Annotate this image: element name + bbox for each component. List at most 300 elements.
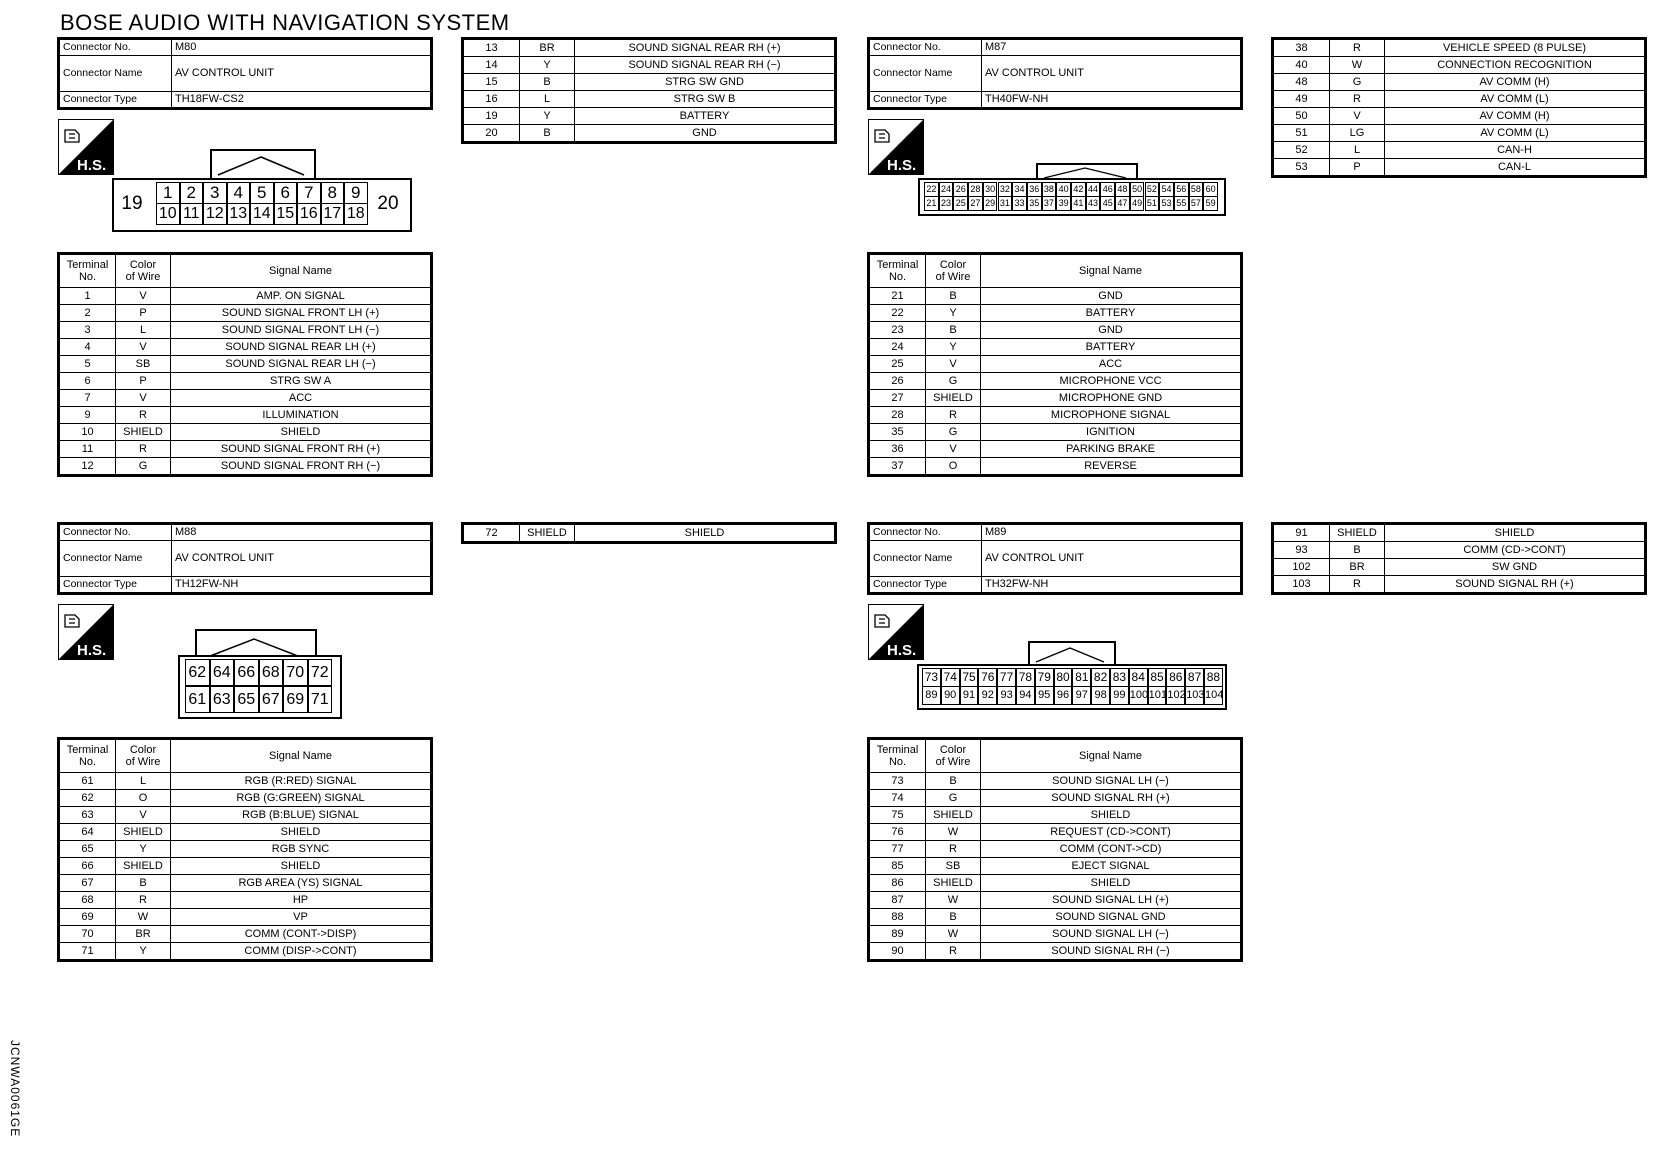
signal-name-cell: ACC xyxy=(981,356,1242,373)
table-row xyxy=(59,441,432,458)
table-header xyxy=(59,739,432,773)
terminal-no-cell: 53 xyxy=(1273,159,1330,177)
signal-name-cell: CONNECTION RECOGNITION xyxy=(1385,57,1646,74)
terminal-no-cell: 89 xyxy=(869,926,926,943)
table-row xyxy=(869,458,1242,476)
signal-table-m80 xyxy=(57,252,433,477)
connector-pin: 102 xyxy=(1166,686,1185,705)
table-header xyxy=(59,254,432,288)
connector-pin: 82 xyxy=(1091,668,1110,687)
terminal-no-cell: 36 xyxy=(869,441,926,458)
terminal-no-cell: 19 xyxy=(463,108,520,125)
terminal-no-cell: 88 xyxy=(869,909,926,926)
signal-name-cell: SOUND SIGNAL LH (−) xyxy=(981,926,1242,943)
connector-pin: 31 xyxy=(998,196,1013,211)
wire-color-cell: P xyxy=(116,373,171,390)
signal-name-cell: SOUND SIGNAL LH (−) xyxy=(981,773,1242,790)
terminal-no-cell: 70 xyxy=(59,926,116,943)
signal-name-cell: BATTERY xyxy=(575,108,836,125)
terminal-no-cell: 4 xyxy=(59,339,116,356)
connector-pin: 68 xyxy=(259,659,284,686)
terminal-no-cell: 38 xyxy=(1273,39,1330,57)
signal-name-cell: GND xyxy=(575,125,836,143)
connector-pin: 8 xyxy=(321,182,345,204)
wire-color-cell: W xyxy=(926,926,981,943)
signal-name-cell: PARKING BRAKE xyxy=(981,441,1242,458)
terminal-no-cell: 9 xyxy=(59,407,116,424)
signal-name-cell: SOUND SIGNAL RH (−) xyxy=(981,943,1242,961)
table-row xyxy=(869,773,1242,790)
terminal-no-cell: 12 xyxy=(59,458,116,476)
connector-pin: 104 xyxy=(1204,686,1223,705)
wire-color-cell: R xyxy=(926,407,981,424)
header-text: of Wire xyxy=(935,756,971,768)
terminal-no-header xyxy=(59,739,116,773)
table-row xyxy=(869,339,1242,356)
connector-name-label: Connector Name xyxy=(869,56,982,92)
signal-name-cell: RGB AREA (YS) SIGNAL xyxy=(171,875,432,892)
connector-pin: 95 xyxy=(1035,686,1054,705)
terminal-no-cell: 21 xyxy=(869,288,926,305)
signal-name-cell: CAN-H xyxy=(1385,142,1646,159)
terminal-no-cell: 68 xyxy=(59,892,116,909)
table-row xyxy=(869,841,1242,858)
signal-name-cell: STRG SW B xyxy=(575,91,836,108)
signal-name-cell: BATTERY xyxy=(981,305,1242,322)
connector-pin: 77 xyxy=(997,668,1016,687)
connector-pin: 89 xyxy=(922,686,941,705)
connector-no-label: Connector No. xyxy=(869,39,982,56)
terminal-no-cell: 23 xyxy=(869,322,926,339)
connector-pin: 100 xyxy=(1129,686,1148,705)
terminal-no-cell: 48 xyxy=(1273,74,1330,91)
color-of-wire-header xyxy=(926,254,981,288)
signal-table-m89-continued xyxy=(1271,522,1647,595)
terminal-no-header xyxy=(869,739,926,773)
connector-pin: 72 xyxy=(308,659,333,686)
signal-table-m88-continued xyxy=(461,522,837,544)
connector-pin: 55 xyxy=(1174,196,1189,211)
hs-harness-side-icon xyxy=(58,604,114,660)
header-text: Color xyxy=(939,258,967,271)
connector-type-label: Connector Type xyxy=(59,577,172,594)
table-row xyxy=(1273,524,1646,542)
connector-pin: 40 xyxy=(1056,182,1071,197)
connector-info-m89 xyxy=(867,522,1243,595)
signal-name-cell: BATTERY xyxy=(981,339,1242,356)
connector-face-m80 xyxy=(112,178,412,232)
connector-pin: 21 xyxy=(924,196,939,211)
terminal-no-cell: 51 xyxy=(1273,125,1330,142)
terminal-no-cell: 26 xyxy=(869,373,926,390)
header-text: of Wire xyxy=(125,271,161,283)
table-row xyxy=(59,790,432,807)
connector-type-value: TH12FW-NH xyxy=(172,577,432,594)
wire-color-cell: BR xyxy=(116,926,171,943)
connector-pin: 24 xyxy=(939,182,954,197)
signal-name-cell: MICROPHONE GND xyxy=(981,390,1242,407)
table-row xyxy=(59,356,432,373)
connector-pin: 103 xyxy=(1185,686,1204,705)
terminal-no-cell: 1 xyxy=(59,288,116,305)
table-row xyxy=(59,824,432,841)
signal-name-cell: SHIELD xyxy=(171,824,432,841)
signal-name-cell: RGB SYNC xyxy=(171,841,432,858)
wire-color-cell: B xyxy=(520,125,575,143)
wire-color-cell: G xyxy=(926,424,981,441)
table-row xyxy=(1273,57,1646,74)
signal-table-m87-continued xyxy=(1271,37,1647,178)
connector-pin: 41 xyxy=(1071,196,1086,211)
connector-pin: 22 xyxy=(924,182,939,197)
connector-pin: 27 xyxy=(968,196,983,211)
color-of-wire-header xyxy=(116,739,171,773)
table-header xyxy=(869,739,1242,773)
table-row xyxy=(59,373,432,390)
signal-name-cell: SOUND SIGNAL RH (+) xyxy=(1385,576,1646,594)
table-row xyxy=(869,373,1242,390)
connector-pin: 80 xyxy=(1054,668,1073,687)
table-row xyxy=(1273,559,1646,576)
table-row xyxy=(1273,142,1646,159)
signal-table-m87 xyxy=(867,252,1243,477)
wire-color-cell: Y xyxy=(116,943,171,961)
wire-color-cell: L xyxy=(116,773,171,790)
wire-color-cell: R xyxy=(1330,91,1385,108)
wire-color-cell: SB xyxy=(116,356,171,373)
wire-color-cell: L xyxy=(520,91,575,108)
connector-pin: 54 xyxy=(1159,182,1174,197)
wire-color-cell: R xyxy=(926,943,981,961)
wire-color-cell: B xyxy=(926,773,981,790)
connector-pin: 99 xyxy=(1110,686,1129,705)
connector-pin: 34 xyxy=(1012,182,1027,197)
signal-name-cell: AV COMM (L) xyxy=(1385,125,1646,142)
table-row xyxy=(463,74,836,91)
connector-pin: 42 xyxy=(1071,182,1086,197)
wire-color-cell: W xyxy=(116,909,171,926)
connector-pin: 92 xyxy=(978,686,997,705)
terminal-no-cell: 103 xyxy=(1273,576,1330,594)
connector-pin: 94 xyxy=(1016,686,1035,705)
terminal-no-cell: 16 xyxy=(463,91,520,108)
connector-pin: 44 xyxy=(1086,182,1101,197)
terminal-no-cell: 50 xyxy=(1273,108,1330,125)
header-text: Color xyxy=(129,258,157,271)
wire-color-cell: B xyxy=(926,288,981,305)
terminal-no-cell: 86 xyxy=(869,875,926,892)
signal-name-cell: GND xyxy=(981,288,1242,305)
signal-name-cell: SHIELD xyxy=(981,807,1242,824)
connector-latch xyxy=(1028,641,1116,665)
terminal-no-cell: 87 xyxy=(869,892,926,909)
table-row xyxy=(1273,108,1646,125)
signal-name-cell: SOUND SIGNAL LH (+) xyxy=(981,892,1242,909)
terminal-no-cell: 5 xyxy=(59,356,116,373)
signal-table-m89 xyxy=(867,737,1243,962)
table-row xyxy=(59,424,432,441)
wire-color-cell: B xyxy=(926,322,981,339)
connector-pin: 83 xyxy=(1110,668,1129,687)
table-row xyxy=(869,892,1242,909)
connector-pin: 1 xyxy=(156,182,180,204)
connector-pin: 33 xyxy=(1012,196,1027,211)
connector-name-value: AV CONTROL UNIT xyxy=(982,56,1242,92)
signal-name-cell: AMP. ON SIGNAL xyxy=(171,288,432,305)
wire-color-cell: G xyxy=(116,458,171,476)
wire-color-cell: Y xyxy=(520,57,575,74)
connector-pin: 61 xyxy=(185,686,210,713)
connector-pin: 73 xyxy=(922,668,941,687)
wire-color-cell: SHIELD xyxy=(926,807,981,824)
connector-pin: 20 xyxy=(377,193,399,214)
connector-type-label: Connector Type xyxy=(869,92,982,109)
wire-color-cell: SHIELD xyxy=(116,424,171,441)
terminal-no-cell: 49 xyxy=(1273,91,1330,108)
connector-pin: 26 xyxy=(953,182,968,197)
connector-pin: 69 xyxy=(283,686,308,713)
terminal-no-cell: 63 xyxy=(59,807,116,824)
signal-name-header: Signal Name xyxy=(981,254,1242,288)
connector-pin: 66 xyxy=(234,659,259,686)
wire-color-cell: V xyxy=(116,807,171,824)
table-row xyxy=(869,943,1242,961)
signal-name-cell: COMM (DISP->CONT) xyxy=(171,943,432,961)
table-row xyxy=(1273,542,1646,559)
signal-name-header: Signal Name xyxy=(981,739,1242,773)
connector-pin: 36 xyxy=(1027,182,1042,197)
connector-no-value: M89 xyxy=(982,524,1242,541)
signal-name-cell: AV COMM (L) xyxy=(1385,91,1646,108)
connector-type-label: Connector Type xyxy=(869,577,982,594)
connector-pin: 53 xyxy=(1159,196,1174,211)
signal-name-cell: ILLUMINATION xyxy=(171,407,432,424)
connector-pin: 19 xyxy=(121,193,143,214)
connector-pin: 75 xyxy=(960,668,979,687)
terminal-no-cell: 13 xyxy=(463,39,520,57)
connector-name-label: Connector Name xyxy=(869,541,982,577)
terminal-no-cell: 91 xyxy=(1273,524,1330,542)
terminal-no-cell: 77 xyxy=(869,841,926,858)
connector-no-label: Connector No. xyxy=(59,39,172,56)
table-row xyxy=(59,339,432,356)
table-row xyxy=(869,807,1242,824)
wire-color-cell: B xyxy=(116,875,171,892)
terminal-no-cell: 11 xyxy=(59,441,116,458)
connector-type-value: TH18FW-CS2 xyxy=(172,92,432,109)
connector-no-value: M88 xyxy=(172,524,432,541)
wire-color-cell: R xyxy=(116,892,171,909)
terminal-no-cell: 102 xyxy=(1273,559,1330,576)
table-row xyxy=(869,858,1242,875)
header-text: Terminal xyxy=(66,258,109,271)
connector-pin: 91 xyxy=(960,686,979,705)
terminal-no-cell: 20 xyxy=(463,125,520,143)
connector-type-value: TH32FW-NH xyxy=(982,577,1242,594)
wire-color-cell: L xyxy=(116,322,171,339)
header-text: No. xyxy=(78,271,97,283)
connector-pin: 43 xyxy=(1086,196,1101,211)
terminal-no-cell: 27 xyxy=(869,390,926,407)
terminal-no-cell: 61 xyxy=(59,773,116,790)
signal-name-cell: SW GND xyxy=(1385,559,1646,576)
table-row xyxy=(869,441,1242,458)
wire-color-cell: R xyxy=(116,407,171,424)
connector-name-value: AV CONTROL UNIT xyxy=(172,56,432,92)
table-row xyxy=(59,407,432,424)
figure-code: JCNWA0061GE xyxy=(8,1040,22,1138)
wire-color-cell: W xyxy=(1330,57,1385,74)
connector-latch xyxy=(210,149,316,179)
table-row xyxy=(59,807,432,824)
terminal-no-header xyxy=(59,254,116,288)
connector-pin: 52 xyxy=(1145,182,1160,197)
connector-pin: 58 xyxy=(1189,182,1204,197)
table-row xyxy=(869,322,1242,339)
connector-pin: 29 xyxy=(983,196,998,211)
wire-color-cell: G xyxy=(926,373,981,390)
connector-pin: 86 xyxy=(1166,668,1185,687)
connector-pin: 13 xyxy=(227,203,251,225)
wire-color-cell: Y xyxy=(926,339,981,356)
signal-name-cell: MICROPHONE VCC xyxy=(981,373,1242,390)
signal-name-cell: SHIELD xyxy=(575,524,836,543)
table-row xyxy=(59,390,432,407)
connector-no-label: Connector No. xyxy=(59,524,172,541)
connector-pin: 5 xyxy=(250,182,274,204)
table-row xyxy=(59,841,432,858)
wire-color-cell: SB xyxy=(926,858,981,875)
table-row xyxy=(869,407,1242,424)
connector-name-label: Connector Name xyxy=(59,541,172,577)
signal-name-cell: MICROPHONE SIGNAL xyxy=(981,407,1242,424)
table-row xyxy=(1273,39,1646,57)
wire-color-cell: B xyxy=(1330,542,1385,559)
connector-pin: 60 xyxy=(1203,182,1218,197)
connector-pin: 7 xyxy=(297,182,321,204)
table-row xyxy=(869,288,1242,305)
connector-pin: 57 xyxy=(1189,196,1204,211)
hs-harness-side-icon xyxy=(868,119,924,175)
table-row xyxy=(869,790,1242,807)
connector-name-label: Connector Name xyxy=(59,56,172,92)
table-row xyxy=(869,926,1242,943)
header-text: of Wire xyxy=(935,271,971,283)
wire-color-cell: O xyxy=(116,790,171,807)
header-text: Color xyxy=(129,743,157,756)
connector-pin: 39 xyxy=(1056,196,1071,211)
signal-name-cell: SHIELD xyxy=(981,875,1242,892)
terminal-no-cell: 6 xyxy=(59,373,116,390)
signal-name-cell: EJECT SIGNAL xyxy=(981,858,1242,875)
connector-pin: 18 xyxy=(344,203,368,225)
terminal-no-cell: 67 xyxy=(59,875,116,892)
connector-pin: 56 xyxy=(1174,182,1189,197)
connector-pin: 46 xyxy=(1100,182,1115,197)
header-text: No. xyxy=(78,756,97,768)
connector-pin: 63 xyxy=(210,686,235,713)
terminal-no-cell: 93 xyxy=(1273,542,1330,559)
table-row xyxy=(869,909,1242,926)
connector-pin: 84 xyxy=(1129,668,1148,687)
terminal-no-cell: 65 xyxy=(59,841,116,858)
wire-color-cell: W xyxy=(926,892,981,909)
signal-name-cell: SOUND SIGNAL FRONT RH (+) xyxy=(171,441,432,458)
header-text: No. xyxy=(888,271,907,283)
connector-face-m89 xyxy=(917,664,1227,710)
signal-name-cell: GND xyxy=(981,322,1242,339)
hs-label: H.S. xyxy=(887,157,917,174)
terminal-no-cell: 14 xyxy=(463,57,520,74)
table-row xyxy=(1273,159,1646,177)
table-row xyxy=(463,108,836,125)
wire-color-cell: Y xyxy=(520,108,575,125)
terminal-no-cell: 10 xyxy=(59,424,116,441)
table-row xyxy=(59,892,432,909)
connector-pin: 88 xyxy=(1204,668,1223,687)
terminal-no-cell: 75 xyxy=(869,807,926,824)
terminal-no-cell: 76 xyxy=(869,824,926,841)
hs-label: H.S. xyxy=(77,157,107,174)
table-row xyxy=(869,875,1242,892)
table-row xyxy=(59,773,432,790)
terminal-no-cell: 2 xyxy=(59,305,116,322)
connector-pin: 49 xyxy=(1130,196,1145,211)
signal-name-cell: RGB (R:RED) SIGNAL xyxy=(171,773,432,790)
table-row xyxy=(869,424,1242,441)
connector-pin: 71 xyxy=(308,686,333,713)
connector-pin: 2 xyxy=(180,182,204,204)
terminal-no-cell: 37 xyxy=(869,458,926,476)
connector-pin: 32 xyxy=(998,182,1013,197)
connector-pin: 28 xyxy=(968,182,983,197)
connector-pin: 101 xyxy=(1148,686,1167,705)
signal-name-cell: SOUND SIGNAL FRONT LH (+) xyxy=(171,305,432,322)
connector-pin: 97 xyxy=(1072,686,1091,705)
signal-name-cell: VEHICLE SPEED (8 PULSE) xyxy=(1385,39,1646,57)
signal-name-cell: SOUND SIGNAL RH (+) xyxy=(981,790,1242,807)
header-text: Color xyxy=(939,743,967,756)
connector-pin: 47 xyxy=(1115,196,1130,211)
connector-pin: 23 xyxy=(939,196,954,211)
connector-pin: 10 xyxy=(156,203,180,225)
wire-color-cell: V xyxy=(116,288,171,305)
hs-label: H.S. xyxy=(77,642,107,659)
connector-no-value: M87 xyxy=(982,39,1242,56)
header-text: No. xyxy=(888,756,907,768)
connector-pin: 90 xyxy=(941,686,960,705)
connector-pin: 67 xyxy=(259,686,284,713)
table-row xyxy=(59,322,432,339)
connector-pin: 4 xyxy=(227,182,251,204)
connector-pin: 87 xyxy=(1185,668,1204,687)
terminal-no-cell: 24 xyxy=(869,339,926,356)
table-row xyxy=(463,39,836,57)
signal-name-cell: SOUND SIGNAL REAR RH (+) xyxy=(575,39,836,57)
wire-color-cell: V xyxy=(1330,108,1385,125)
signal-name-cell: SHIELD xyxy=(1385,524,1646,542)
wire-color-cell: LG xyxy=(1330,125,1385,142)
signal-name-header: Signal Name xyxy=(171,254,432,288)
table-row xyxy=(1273,74,1646,91)
terminal-no-cell: 74 xyxy=(869,790,926,807)
wire-color-cell: W xyxy=(926,824,981,841)
header-text: Terminal xyxy=(876,258,919,271)
hs-label: H.S. xyxy=(887,642,917,659)
connector-pin: 70 xyxy=(283,659,308,686)
hs-harness-side-icon xyxy=(868,604,924,660)
terminal-no-cell: 7 xyxy=(59,390,116,407)
